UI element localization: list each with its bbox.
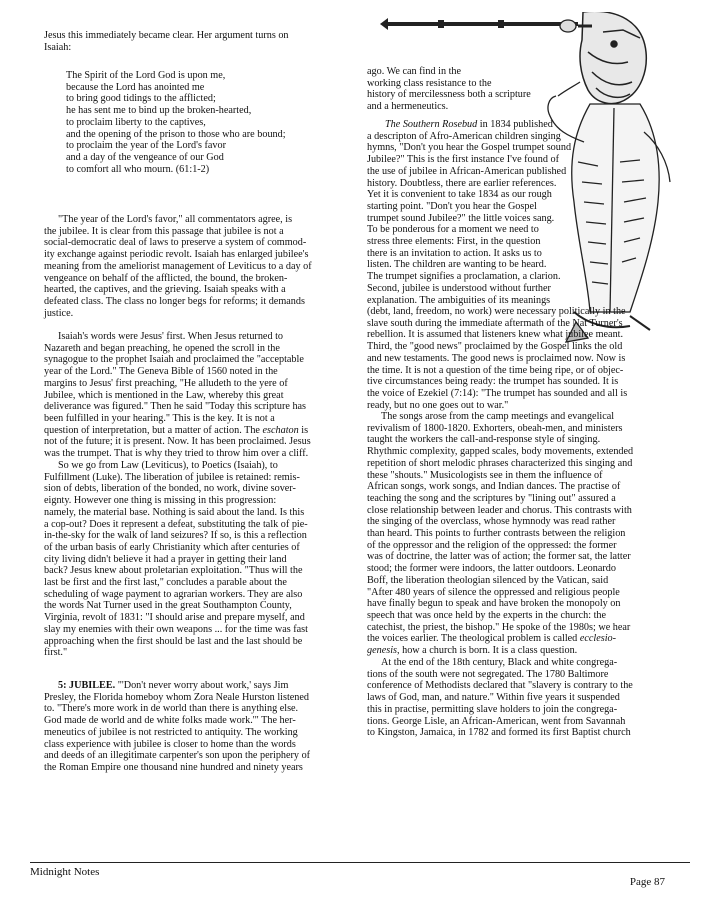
text-line: last be first and the first last," concludes a parable about the bbox=[44, 577, 287, 589]
text-line: Jesus this immediately became clear. Her argument turns on bbox=[44, 30, 289, 41]
text-line: Third, the "good news" proclaimed by the Gospel links the old bbox=[367, 341, 623, 353]
text-line: Yet it is convenient to take 1834 as our rough bbox=[367, 189, 552, 201]
figure-head bbox=[578, 12, 646, 104]
text-line: question of interpretation, but a matter of action. The eschaton is bbox=[44, 424, 309, 436]
text-line: the voice of Ezekiel (7:14): "The trumpet has sounded and all is bbox=[367, 387, 628, 399]
text-line: to comfort all who mourn. (61:1-2) bbox=[66, 163, 210, 175]
text-line: there is an invitation to action. It asks us to bbox=[367, 247, 542, 259]
text-line: deliverance was figured." Then he said "Today this scripture has bbox=[44, 401, 307, 413]
right-narrow-intro bbox=[367, 66, 567, 113]
text-line: laws of God, man, and nature." Within five years it suspended bbox=[367, 692, 620, 704]
text-line: a cop-out? Does it represent a defeat, substituting the talk of pie- bbox=[44, 518, 308, 530]
section-body bbox=[44, 692, 374, 774]
text-line: revivalism of 1800-1820. Exhorters, obeah-men, and ministers bbox=[367, 422, 623, 434]
paragraph-southern-rosebud bbox=[367, 119, 617, 306]
paragraph-jubilee-section bbox=[44, 680, 374, 774]
page-number: Page 87 bbox=[629, 876, 665, 888]
text-line: and a day of the vengeance of our God bbox=[66, 151, 224, 163]
text-line: listen. The children are wanting to be heard. bbox=[367, 259, 547, 271]
text-line: genesis, how a church is born. It is a class question. bbox=[367, 645, 578, 657]
text-line: to. "There's more work in de world than there is anything else. bbox=[44, 703, 299, 715]
text-line: So we go from Law (Leviticus), to Poetics (Isaiah), to bbox=[58, 460, 278, 471]
paragraph-year-of-favor bbox=[44, 214, 374, 319]
text-line: Fulfillment (Luke). The liberation of jubilee is retained: remis- bbox=[44, 471, 300, 483]
text-line: have finally begun to speak and have broken the monopoly on bbox=[367, 598, 621, 610]
text-line: Isaiah's words were Jesus' first. When Jesus returned to bbox=[58, 331, 284, 342]
text-line: The trumpet signifies a proclamation, a clarion. bbox=[367, 271, 561, 283]
text-line: than heard. This points to further contrasts between the religion bbox=[367, 528, 626, 540]
text-line: slave south during the immediate aftermath of the Nat Turner's bbox=[367, 317, 623, 329]
text-line: class experience with jubilee is closer to home than the words bbox=[44, 738, 296, 750]
text-line: The Spirit of the Lord God is upon me, bbox=[66, 70, 226, 81]
text-line: and a hermeneutics. bbox=[367, 101, 449, 113]
text-line: the voices earlier. The theological problem is called ecclesio- bbox=[367, 633, 617, 645]
text-line: stress three elements: First, in the question bbox=[367, 236, 541, 248]
text-line: Rhythmic complexity, gapped scales, body movements, extended bbox=[367, 446, 634, 458]
text-line: tions of the south were not segregated. The 1780 Baltimore bbox=[367, 668, 609, 680]
text-line: The songs arose from the camp meetings and evangelical bbox=[381, 411, 615, 422]
section-heading: 5: JUBILEE. bbox=[58, 680, 116, 691]
text-line: meneutics of jubilee is not restricted to antiquity. The working bbox=[44, 726, 298, 738]
text-line: The Southern Rosebud in 1834 published bbox=[385, 119, 553, 130]
text-line: meaning from the ameliorist management of Leviticus to a day of bbox=[44, 260, 312, 272]
text-line: speech that was once held by the experts in the church: the bbox=[367, 609, 607, 621]
text-line: margins to Jesus' first preaching, "He alludeth to the yere of bbox=[44, 377, 288, 389]
text-line: slay my enemies with their own weapons ... for the time was fast bbox=[44, 623, 308, 635]
text-line: At the end of the 18th century, Black and white congrega- bbox=[381, 657, 618, 668]
text-line: rebellion. It is assumed that listeners knew what jubilee meant. bbox=[367, 329, 624, 341]
text-line: the singing of the overclass, whose hymnody was read rather bbox=[367, 516, 616, 528]
text-line: "The year of the Lord's favor," all commentators agree, is bbox=[58, 214, 293, 225]
text-line: because the Lord has anointed me bbox=[66, 81, 205, 93]
text-line: Presley, the Florida homeboy whom Zora Neale Hurston listened bbox=[44, 691, 310, 703]
paragraph-law-poetics bbox=[44, 460, 374, 659]
text-line: Jubilee?" This is the first instance I've found of bbox=[367, 154, 559, 166]
text-line: Isaiah: bbox=[44, 41, 72, 53]
text-line: ready, but no one goes out to war." bbox=[367, 399, 509, 411]
text-line: sion of debts, liberation of the bonded, no work, divine sover- bbox=[44, 483, 296, 495]
intro-text bbox=[44, 30, 364, 53]
text-line: social-democratic deal of laws to preserve a system of commod- bbox=[44, 237, 307, 249]
paragraph-ambiguities bbox=[367, 306, 697, 411]
text-line: starting point. "Don't you hear the Gospel bbox=[367, 200, 537, 212]
text-line: year of the Lord." The Geneva Bible of 1560 noted in the bbox=[44, 366, 278, 378]
text-line: Second, jubilee is understood without further bbox=[367, 282, 551, 294]
text-line: a descripton of Afro-American children singing bbox=[367, 130, 561, 142]
text-line: and new testaments. The good news is proclaimed now. Now is bbox=[367, 352, 626, 364]
text-line: vengeance on behalf of the afflicted, the bound, the broken- bbox=[44, 272, 288, 284]
text-line: scheduling of wage payment to agrarian workers. They are also bbox=[44, 588, 303, 600]
text-line: close relationship between leader and chorus. This contrasts with bbox=[367, 504, 632, 516]
text-line: hymns, "Don't you hear the Gospel trumpet sound bbox=[367, 142, 572, 154]
text-line: to bring good tidings to the afflicted; bbox=[66, 93, 216, 105]
text-line: was the trumpet. That is why they tried to throw him over a cliff. bbox=[44, 448, 309, 460]
isaiah-quote bbox=[66, 70, 356, 175]
text-line: stood; the former were indoors, the latter outdoors. Leonardo bbox=[367, 563, 616, 575]
text-line: synagogue to the prophet Isaiah and proclaimed the "acceptable bbox=[44, 354, 304, 366]
text-line: eignty. However one thing is missing in this progression: bbox=[44, 495, 277, 507]
text-line: history of mercilessness both a scripture bbox=[367, 89, 531, 101]
text-line: to proclaim liberty to the captives, bbox=[66, 116, 206, 128]
text-line: the words Nat Turner used in the great Southampton County, bbox=[44, 600, 292, 612]
text-line: hearted, the captives, and the grieving. Isaiah speaks with a bbox=[44, 284, 286, 296]
text-line: the time. It is not a question of the time being ripe, or of objec- bbox=[367, 364, 624, 376]
text-line: "After 480 years of silence the oppressed and religious people bbox=[367, 586, 620, 598]
publication-name: Midnight Notes bbox=[30, 866, 100, 878]
text-line: these "shouts." Musicologists see in them the influence of bbox=[367, 469, 603, 481]
text-line: namely, the material base. Nothing is said about the land. Is this bbox=[44, 506, 305, 518]
text-line: God made de world and de white folks made work.'" The her- bbox=[44, 715, 296, 727]
text-line: working class resistance to the bbox=[367, 77, 492, 89]
text-line: Virginia, revolt of 1831: "I should arise and prepare myself, and bbox=[44, 612, 305, 624]
section-first-line: "'Don't never worry about work,' says Jim bbox=[115, 680, 289, 691]
text-line: been fulfilled in your hearing." This is the key. It is not a bbox=[44, 412, 275, 424]
text-line: history. Doubtless, there are earlier references. bbox=[367, 177, 557, 189]
text-line: Jubilee, which is mentioned in the Law, whereby this great bbox=[44, 389, 284, 401]
text-line: catechist, the priest, the bishop." He spoke of the 1980s; we hear bbox=[367, 621, 631, 633]
footer-rule bbox=[30, 862, 690, 863]
paragraph-camp-meetings bbox=[367, 411, 697, 657]
text-line: to Kingston, Jamaica, in 1782 and formed its first Baptist church bbox=[367, 727, 631, 739]
text-line: he has sent me to bind up the broken-hearted, bbox=[66, 105, 252, 117]
text-line: ity exchange against periodic revolt. Isaiah has enlarged jubilee's bbox=[44, 249, 309, 261]
trumpet-icon bbox=[380, 18, 578, 30]
text-line: approaching when the first should be last and the last should be bbox=[44, 635, 303, 647]
text-line: (debt, land, freedom, no work) were necessary politically in the bbox=[367, 306, 626, 317]
text-line: was of doctrine, the latter was of action; the former sat, the latter bbox=[367, 551, 631, 563]
text-line: in-the-sky for the walk of land seizures? If so, is this a reflection bbox=[44, 530, 307, 542]
text-line: defeated class. The class no longer begs for reforms; it demands bbox=[44, 295, 305, 307]
text-line: not of the future; it is present. Now. It has been proclaimed. Jesus bbox=[44, 436, 311, 448]
text-line: repetition of short melodic phrases characterized this singing and bbox=[367, 457, 633, 469]
text-line: of the urban basis of early Christianity which after centuries of bbox=[44, 541, 300, 553]
text-line: Boff, the liberation theologian silenced by the Vatican, said bbox=[367, 574, 609, 586]
text-line: this in practise, permitting slave holders to join the congrega- bbox=[367, 703, 618, 715]
text-line: To be ponderous for a moment we need to bbox=[367, 224, 539, 236]
text-line: conference of Methodists declared that "slavery is contrary to the bbox=[367, 680, 633, 692]
text-line: the use of jubilee in African-American published bbox=[367, 165, 567, 177]
text-line: to proclaim the year of the Lord's favor bbox=[66, 140, 226, 152]
text-line: explanation. The ambiguities of its meanings bbox=[367, 294, 551, 306]
text-line: back? Jesus knew about proletarian exploitation. "Thus will the bbox=[44, 565, 303, 577]
text-line: the Roman Empire one thousand nine hundred and ninety years bbox=[44, 761, 303, 773]
text-line: city living didn't believe it had a prayer in getting their land bbox=[44, 553, 287, 565]
paragraph-18th-century bbox=[367, 657, 697, 739]
text-line: of the oppressor and the religion of the oppressed: the former bbox=[367, 539, 617, 551]
text-line: first." bbox=[44, 647, 68, 659]
text-line: the jubilee. It is clear from this passage that jubilee is not a bbox=[44, 225, 284, 237]
text-line: teaching the song and the scriptures by "lining out" assured a bbox=[367, 492, 616, 504]
text-line: African songs, work songs, and Indian dances. The practise of bbox=[367, 481, 621, 493]
text-line: ago. We can find in the bbox=[367, 66, 462, 77]
text-line: and the opening of the prison to those who are bound; bbox=[66, 128, 286, 140]
text-line: taught the workers the call-and-response style of singing. bbox=[367, 434, 601, 446]
text-line: trumpet sound Jubilee?" the little voices sang. bbox=[367, 212, 555, 224]
text-line: tions. George Lisle, an African-American, went from Savannah bbox=[367, 715, 626, 727]
text-line: justice. bbox=[44, 307, 74, 319]
text-line: and deeds of an illegitimate carpenter's son upon the periphery of bbox=[44, 750, 311, 762]
text-line: tive circumstances being ready: the trumpet has sounded. It is bbox=[367, 376, 619, 388]
text-line: Nazareth and began preaching, he opened the scroll in the bbox=[44, 342, 280, 354]
paragraph-isaiah-words bbox=[44, 331, 374, 460]
